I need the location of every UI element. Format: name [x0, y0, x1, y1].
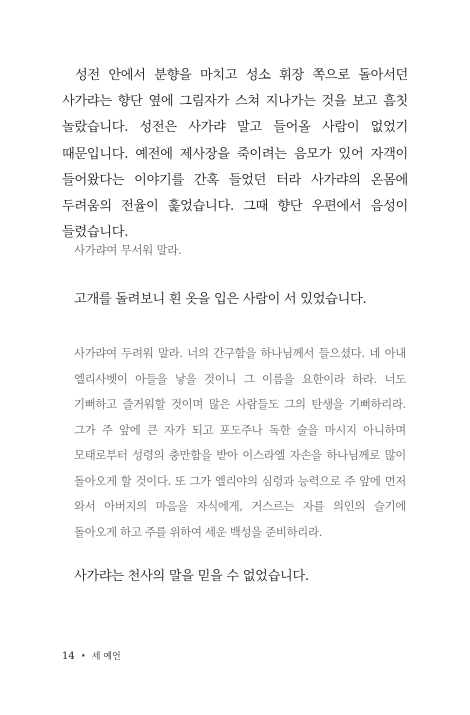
narration-line-2: 사가랴는 천사의 말을 믿을 수 없었습니다. [74, 569, 309, 584]
narration-line-1: 고개를 돌려보니 흰 옷을 입은 사람이 서 있었습니다. [74, 292, 367, 307]
footer-separator: • [80, 652, 86, 662]
page-footer [62, 651, 121, 663]
page-number: 14 [62, 651, 75, 662]
angel-quote-short: 사가랴여 무서워 말라. [74, 243, 182, 257]
angel-quote-long: 사가랴여 두려워 말라. 너의 간구함을 하나님께서 들으셨다. 네 아내 엘리사벳이 아들을 낳을 것이니 그 이름을 요한이라 하라. 너도 기뻐하고 즐거워할 것이며 많은 사람들도 그의 탄생을 기뻐하리라. 그가 주 앞에 큰 자가 되고 포도주나 독한 술을 마시지 아니하며 모태로부터 성령의 충만함을 받아 이스라엘 자손을 하나님께로 많이 돌아오게 할 것이다. 또 그가 엘리야의 심령과 능력으로 주 앞에 먼저 와서 아버지의 마음을 자식에게, 거스르는 자를 의인의 슬기에 돌아오게 하고 주를 위하여 세운 백성을 준비하리라. [74, 346, 406, 539]
book-title: 세 예언 [91, 652, 121, 662]
body-paragraph: 성전 안에서 분향을 마치고 성소 휘장 쪽으로 돌아서던 사가랴는 향단 옆에 그림자가 스쳐 지나가는 것을 보고 흠칫 놀랐습니다. 성전은 사가랴 말고 들어올 사람이 없었기 때문입니다. 예전에 제사장을 죽이려는 음모가 있어 자객이 들어왔다는 이야기를 간혹 들었던 터라 사가랴의 온몸에 두려움의 전율이 훑었습니다. 그때 향단 우편에서 음성이 들렸습니다. [62, 68, 408, 241]
